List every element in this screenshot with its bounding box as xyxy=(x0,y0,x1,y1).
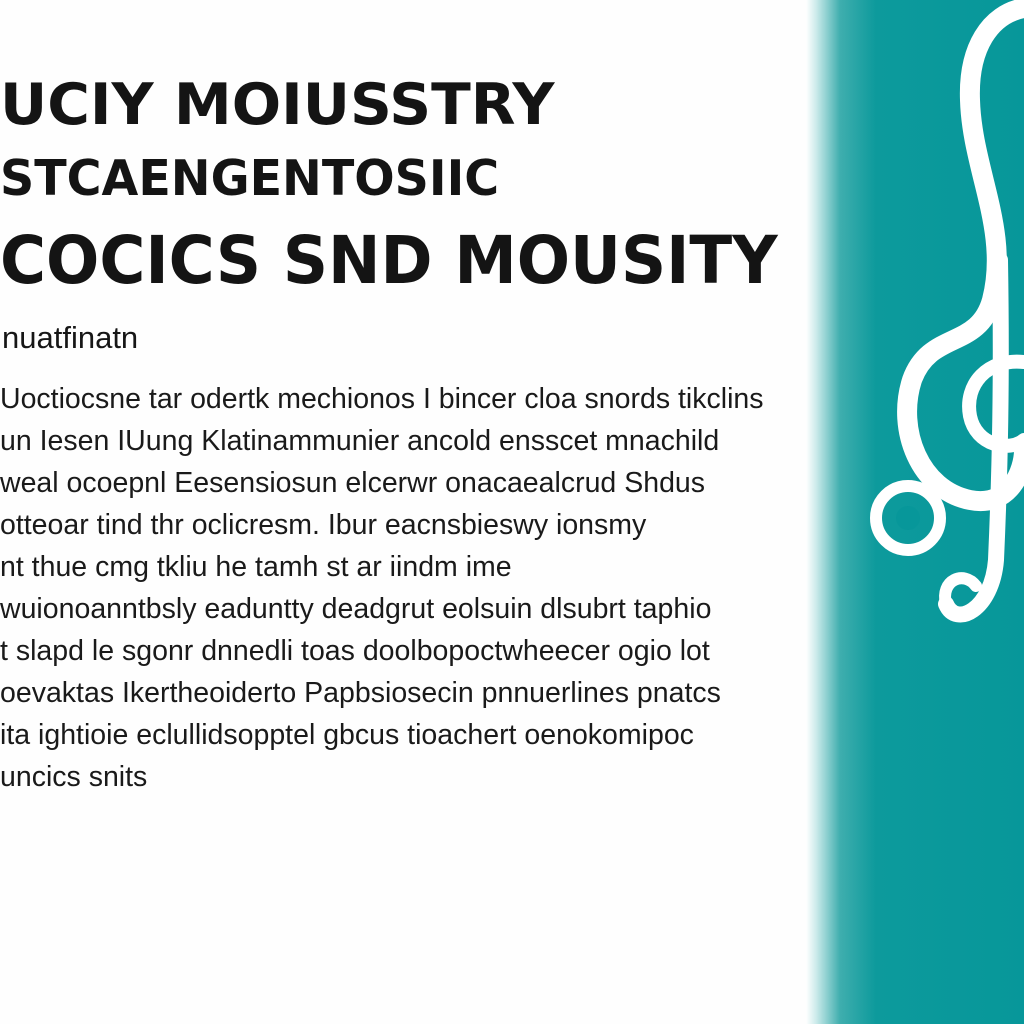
title-line-3: COCICS SND MOUSITY xyxy=(0,222,778,299)
body-line: nt thue cmg tkliu he tamh st ar iindm ime xyxy=(0,551,512,583)
body-line: un Iesen IUung Klatinammunier ancold ensscet mnachild xyxy=(0,425,720,457)
body-line: Uoctiocsne tar odertk mechionos I bincer cloa snords tikclins xyxy=(0,383,764,415)
body-line: oevaktas Ikertheoiderto Papbsiosecin pnnuerlines pnatcs xyxy=(0,677,721,709)
body-line: ita ightioie eclullidsopptel gbcus tioachert oenokomipoc xyxy=(0,719,694,751)
body-line: wuionoanntbsly eaduntty deadgrut eolsuin dlsubrt taphio xyxy=(0,593,712,625)
title-line-2: STCAENGENTOSIIC xyxy=(0,150,500,207)
body-line: weal ocoepnl Eesensiosun elcerwr onacaealcrud Shdus xyxy=(0,467,706,499)
body-line: otteoar tind thr oclicresm. Ibur eacnsbieswy ionsmy xyxy=(0,509,647,541)
body-line: uncics snits xyxy=(0,761,148,793)
subtitle: nuatfinatn xyxy=(2,320,139,355)
body-line: t slapd le sgonr dnnedli toas doolbopoctwheecer ogio lot xyxy=(0,635,710,667)
title-line-1: UCIY MOIUSSTRY xyxy=(0,72,555,138)
treble-clef-icon xyxy=(860,0,1024,640)
body-paragraph xyxy=(0,378,830,798)
